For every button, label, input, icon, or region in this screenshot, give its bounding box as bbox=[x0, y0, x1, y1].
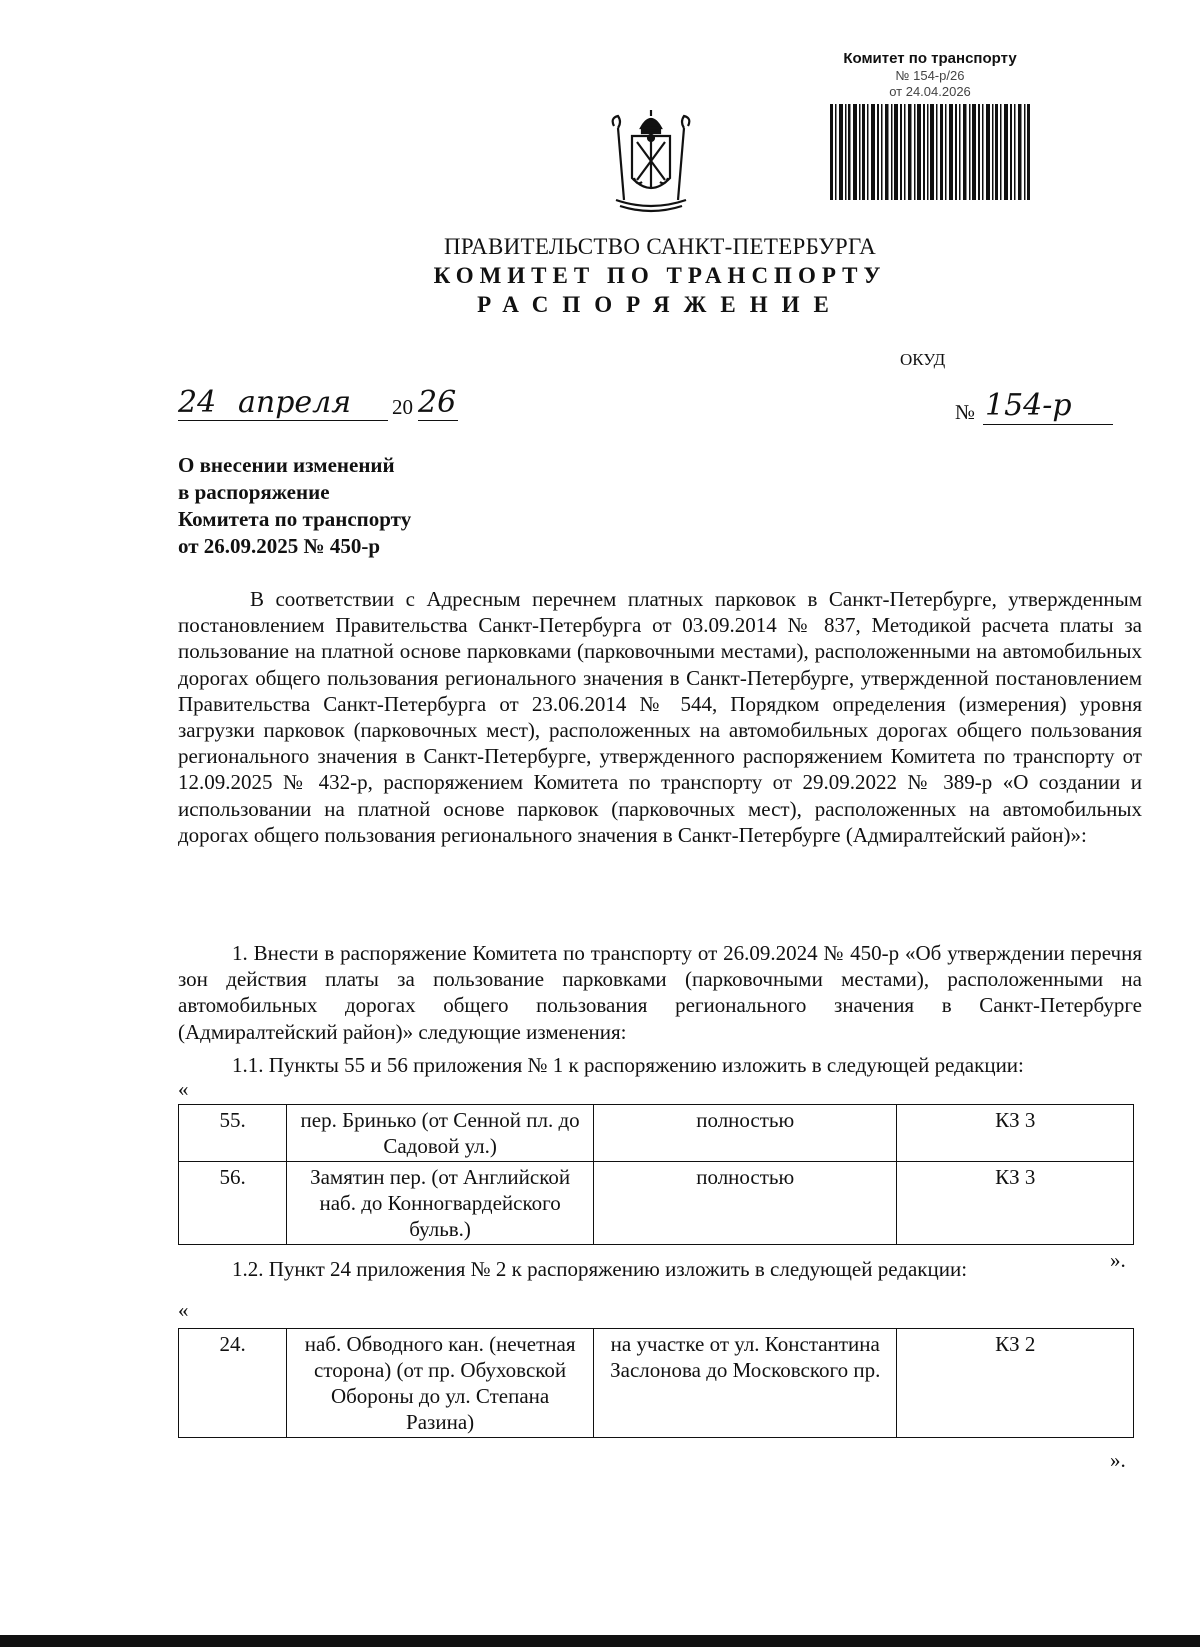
cell-zone: КЗ 3 bbox=[897, 1162, 1134, 1245]
date-day: 24 bbox=[178, 385, 217, 420]
date-month: апреля bbox=[238, 385, 352, 420]
number-underline bbox=[983, 424, 1113, 425]
cell-zone: КЗ 2 bbox=[897, 1329, 1134, 1438]
government-title: ПРАВИТЕЛЬСТВО САНКТ-ПЕТЕРБУРГА bbox=[443, 234, 877, 259]
cell-number: 56. bbox=[179, 1162, 287, 1245]
cell-street: наб. Обводного кан. (нечетная сторона) (от пр. Обуховской Обороны до ул. Степана Разина) bbox=[287, 1329, 594, 1438]
document-number bbox=[955, 388, 1115, 428]
barcode bbox=[830, 104, 1030, 200]
committee-title: КОМИТЕТ ПО ТРАНСПОРТУ bbox=[433, 263, 887, 288]
number-value: 154-р bbox=[985, 388, 1072, 423]
document-type-title: РАСПОРЯЖЕНИЕ bbox=[477, 292, 843, 317]
cell-street: Замятин пер. (от Английской наб. до Конногвардейского бульв.) bbox=[287, 1162, 594, 1245]
subject-line: в распоряжение bbox=[178, 480, 330, 504]
table-row bbox=[179, 1105, 1134, 1162]
subject-line: Комитета по транспорту bbox=[178, 507, 412, 531]
table-row bbox=[179, 1162, 1134, 1245]
coat-of-arms-emblem bbox=[604, 108, 698, 216]
close-quote: ». bbox=[1110, 1448, 1126, 1472]
cell-number: 55. bbox=[179, 1105, 287, 1162]
stamp-number: № 154-р/26 bbox=[895, 68, 965, 83]
cell-number: 24. bbox=[179, 1329, 287, 1438]
document-subject bbox=[178, 452, 411, 560]
stamp-organization: Комитет по транспорту bbox=[843, 50, 1017, 67]
okud-label: ОКУД bbox=[900, 350, 946, 369]
date-underline bbox=[178, 420, 388, 421]
item-1-2-paragraph: 1.2. Пункт 24 приложения № 2 к распоряжению изложить в следующей редакции: bbox=[232, 1257, 968, 1281]
table-row bbox=[179, 1329, 1134, 1438]
subject-line: О внесении изменений bbox=[178, 453, 395, 477]
cell-extent: полностью bbox=[594, 1162, 897, 1245]
item-1-1-paragraph: 1.1. Пункты 55 и 56 приложения № 1 к распоряжению изложить в следующей редакции: bbox=[232, 1053, 1024, 1077]
date-year-prefix: 20 bbox=[392, 395, 413, 419]
cell-extent: полностью bbox=[594, 1105, 897, 1162]
scan-bottom-edge bbox=[0, 1635, 1200, 1647]
item-1-paragraph: 1. Внести в распоряжение Комитета по транспорту от 26.09.2024 № 450-р «Об утверждении перечня зон действия платы за пользование парковками (парковочными местами), расположенными на автомобильных дорогах общего пользования регионального значения в Санкт-Петербурге (Адмиралтейский район)» следующие изменения: bbox=[178, 941, 1142, 1044]
cell-street: пер. Бринько (от Сенной пл. до Садовой ул.) bbox=[287, 1105, 594, 1162]
document-date bbox=[178, 385, 458, 425]
table-appendix-2 bbox=[178, 1328, 1134, 1438]
number-sign: № bbox=[955, 400, 976, 424]
cell-zone: КЗ 3 bbox=[897, 1105, 1134, 1162]
registration-stamp bbox=[820, 50, 1040, 100]
open-quote: « bbox=[178, 1077, 189, 1101]
open-quote: « bbox=[178, 1298, 189, 1322]
year-underline bbox=[418, 420, 458, 421]
preamble-paragraph: В соответствии с Адресным перечнем платных парковок в Санкт-Петербурге, утвержденным постановлением Правительства Санкт-Петербурга от 03.09.2014 № 837, Методикой расчета платы за пользование на платной основе парковками (парковочными местами), расположенными на автомобильных дорогах общего пользования регионального значения в Санкт-Петербурге, утвержденной постановлением Правительства Санкт-Петербурга от 23.06.2014 № 544, Порядком определения (измерения) уровня загрузки парковок (парковочных мест), расположенных на автомобильных дорогах общего пользования регионального значения в Санкт-Петербурге, утвержденного распоряжением Комитета по транспорту от 12.09.2025 № 432-р, распоряжением Комитета по транспорту от 29.09.2022 № 389-р «О создании и использовании на платной основе парковок (парковочных мест), расположенных на автомобильных дорогах общего пользования регионального значения в Санкт-Петербурге (Адмиралтейский район)»: bbox=[178, 587, 1142, 847]
subject-line: от 26.09.2025 № 450-р bbox=[178, 534, 381, 558]
cell-extent: на участке от ул. Константина Заслонова до Московского пр. bbox=[594, 1329, 897, 1438]
date-year-suffix: 26 bbox=[418, 385, 457, 420]
stamp-date: от 24.04.2026 bbox=[889, 84, 971, 99]
close-quote: ». bbox=[1110, 1248, 1126, 1272]
table-appendix-1 bbox=[178, 1104, 1134, 1245]
